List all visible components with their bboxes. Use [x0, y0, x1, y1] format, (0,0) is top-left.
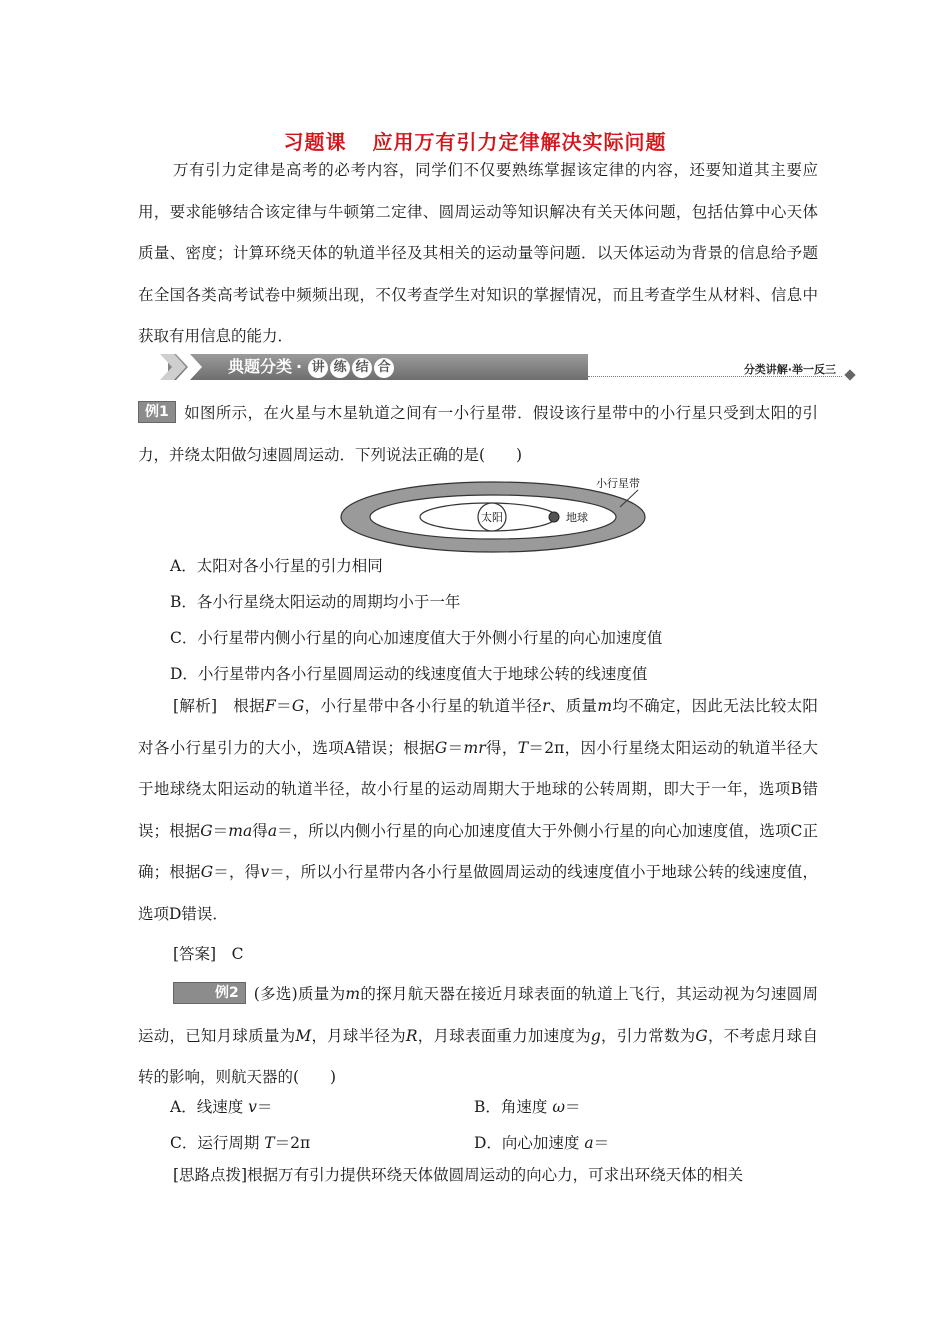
banner-subtitle: 分类讲解·举一反三: [743, 363, 836, 376]
banner-char-1: 讲: [308, 358, 328, 378]
var-m: m: [345, 985, 361, 1003]
banner-char-4: 合: [374, 358, 394, 378]
hint-label: [思路点拨]: [173, 1166, 248, 1184]
analysis-text: ＝: [275, 697, 292, 715]
analysis-text: ＝: [447, 738, 464, 757]
orbit-figure: [338, 474, 648, 554]
example1-option-d: D．小行星带内各小行星圆周运动的线速度值大于地球公转的线速度值: [170, 665, 648, 683]
var-r: r: [542, 697, 550, 715]
var-a: a: [584, 1134, 594, 1152]
example1-question-text: 如图所示，在火星与木星轨道之间有一小行星带．假设该行星带中的小行星只受到太阳的引力，并绕太阳做匀速圆周运动．下列说法正确的是( ): [138, 404, 818, 464]
intro-paragraph: 万有引力定律是高考的必考内容，同学们不仅要熟练掌握该定律的内容，还要知道其主要应用，要求能够结合该定律与牛顿第二定律、圆周运动等知识解决有关天体问题，包括估算中心天体质量、密度；计算环绕天体的轨道半径及其相关的运动量等问题．以天体运动为背景的信息给予题在全国各类高考试卷中频频出现，不仅考查学生对知识的掌握情况，而且考查学生从材料、信息中获取有用信息的能力．: [138, 161, 818, 345]
example2-text: ，月球表面重力加速度为: [417, 1026, 591, 1045]
var-a: a: [267, 821, 278, 840]
var-omega: ω: [552, 1098, 565, 1116]
option-text: D．向心加速度: [474, 1134, 585, 1152]
option-text: B．角速度: [474, 1098, 553, 1116]
chevron-arrows-icon: [160, 354, 220, 380]
var-G: G: [200, 821, 213, 840]
example2-text: ，月球半径为: [311, 1026, 406, 1045]
example1-option-a: A．太阳对各小行星的引力相同: [170, 557, 383, 575]
analysis-text: 根据: [233, 697, 265, 715]
title-part2: 应用万有引力定律解决实际问题: [372, 130, 667, 154]
analysis-text: ＝2π，因小行星绕太阳运动的轨道半径大于地球绕太阳运动的轨道半径，故小行星的运动周期大于地球的公转周期，即大于一年，选项B错误；根据: [138, 738, 818, 840]
var-mr: mr: [463, 738, 486, 757]
var-R: R: [405, 1026, 418, 1045]
example2-text: (多选)质量为: [253, 985, 346, 1003]
example1-analysis: [138, 686, 818, 935]
analysis-text: 、质量: [549, 697, 598, 715]
var-T: T: [517, 738, 529, 757]
diamond-icon: [844, 369, 855, 380]
var-G: G: [291, 697, 305, 715]
analysis-text: 均不确定，因此无法比较太阳对各小行星引力的大小，选项A错误；根据: [138, 697, 818, 757]
option-text: A．线速度: [170, 1098, 249, 1116]
var-g: g: [590, 1026, 601, 1045]
var-m: m: [597, 697, 613, 715]
option-text: ＝: [564, 1098, 581, 1116]
var-v: v: [248, 1098, 257, 1116]
option-text: ＝2π: [274, 1134, 311, 1152]
var-v: v: [260, 863, 270, 881]
analysis-text: ＝，得: [213, 863, 261, 881]
analysis-text: 得: [252, 821, 268, 840]
banner-dot: ·: [296, 357, 303, 376]
example2-text: ，引力常数为: [600, 1026, 696, 1045]
analysis-text: ，小行星带中各小行星的轨道半径: [304, 697, 543, 715]
var-T: T: [264, 1134, 275, 1152]
example1-question: [138, 393, 818, 476]
belt-label: 小行星带: [596, 477, 640, 490]
option-text: ＝: [593, 1134, 610, 1152]
analysis-text: 得，: [485, 738, 518, 757]
earth-dot: [549, 512, 559, 522]
example2-question: [138, 974, 818, 1099]
analysis-text: ＝: [212, 821, 229, 840]
answer-label: [答案]: [173, 945, 217, 963]
sun-label: 太阳: [481, 511, 503, 524]
example1-answer: [138, 934, 818, 976]
section-banner: [138, 352, 858, 382]
title-part1: 习题课: [283, 130, 347, 154]
example1-tag: 例1: [138, 401, 176, 423]
example2-option-a: [170, 1095, 272, 1117]
var-G: G: [434, 738, 448, 757]
var-G: G: [695, 1026, 708, 1045]
example2-option-b: [474, 1095, 580, 1117]
analysis-label: [解析]: [173, 697, 218, 715]
example1-option-c: C．小行星带内侧小行星的向心加速度值大于外侧小行星的向心加速度值: [170, 629, 663, 647]
example2-tag: 例2: [173, 982, 246, 1004]
hint-text: 根据万有引力提供环绕天体做圆周运动的向心力，可求出环绕天体的相关: [247, 1166, 744, 1184]
answer-value: C: [231, 945, 244, 963]
analysis-text: ＝，所以内侧小行星的向心加速度值大于外侧小行星的向心加速度值，选项C正确；根据: [138, 821, 818, 881]
var-F: F: [264, 697, 276, 715]
banner-char-3: 结: [352, 358, 372, 378]
var-G: G: [200, 863, 214, 881]
option-text: C．运行周期: [170, 1134, 265, 1152]
example2-text: ，不考虑月球自转的影响，则航天器的( ): [138, 1026, 818, 1086]
banner-title: [228, 355, 394, 379]
example2-option-c: [170, 1131, 310, 1153]
banner-char-2: 练: [330, 358, 350, 378]
example1-option-b: B．各小行星绕太阳运动的周期均小于一年: [170, 593, 461, 611]
var-ma: ma: [228, 821, 253, 840]
analysis-text: ＝，所以小行星带内各小行星做圆周运动的线速度值小于地球公转的线速度值，选项D错误．: [138, 863, 818, 923]
banner-main: 典题分类: [228, 357, 293, 376]
example2-text: 的探月航天器在接近月球表面的轨道上飞行，其运动视为匀速圆周运动，已知月球质量为: [138, 985, 818, 1045]
var-M: M: [295, 1026, 312, 1045]
option-text: ＝: [256, 1098, 273, 1116]
example2-hint: [138, 1155, 818, 1197]
earth-label: 地球: [566, 511, 588, 524]
example2-option-d: [474, 1131, 609, 1153]
